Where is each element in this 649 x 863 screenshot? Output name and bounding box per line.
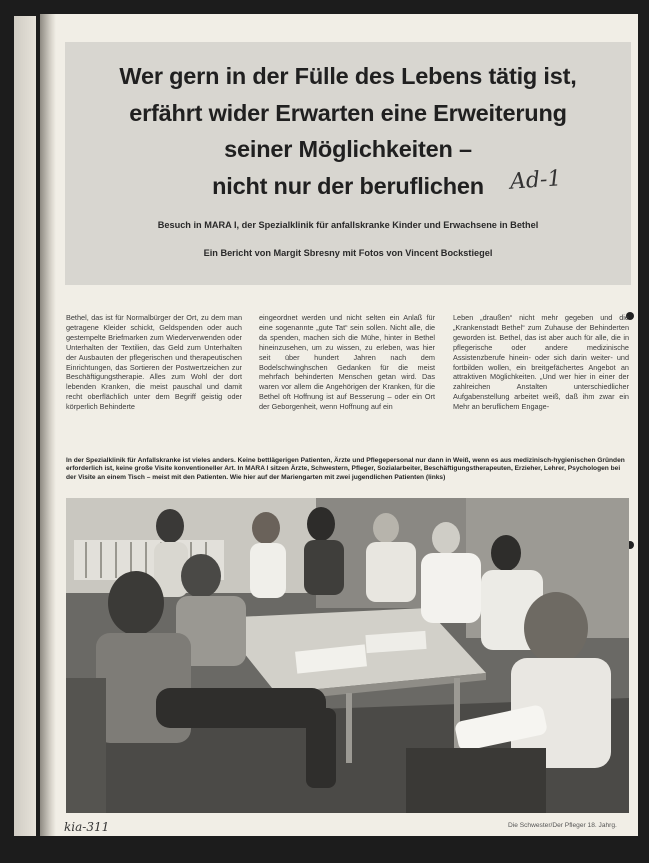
adjacent-page-edge xyxy=(14,16,36,836)
photo-caption: In der Spezialklinik für Anfallskranke ist vieles anders. Keine bettlägerigen Patienten, Ärzte und Pflegepersonal nur dann in Weiß, wenn es aus medizinisch-hygienischen Gründen erforderlich ist, keine große Visite konventioneller Art. In MARA I sitzen Ärzte, Schwestern, Pfleger, Sozialarbeiter, Beschäftigungstherapeuten, Erzieher, Lehrer, Psychologen bei der Visite an einem Tisch – meist mit den Patienten. Wie hier auf der Mariengarten mit zwei jugendlichen Patienten (links) xyxy=(66,457,625,481)
body-column-3: Leben „draußen“ nicht mehr gegeben und die „Krankenstadt Bethel“ zum Zuhause der Behinderten geworden ist. Bethel, das ist aber auch für alle, die in pflegerische oder andere medizinische Assistenzberufe hinein- oder sich darin weiter- und fortbilden wollen, ein breitgefächertes Angebot an attraktiven Möglichkeiten. „Und wer hier in einer der zahlreichen Anstalten unterschiedlicher Aufgabenstellung arbeitet weiß, daß ihm zwar ein Mehr an beruflichem Engage- xyxy=(453,313,629,412)
headline-line: Wer gern in der Fülle des Lebens tätig ist, xyxy=(119,63,577,89)
byline: Ein Bericht von Margit Sbresny mit Fotos von Vincent Bockstiegel xyxy=(203,248,493,258)
subline: Besuch in MARA I, der Spezialklinik für anfallskranke Kinder und Erwachsene in Bethel xyxy=(157,220,539,230)
page-binding-shadow xyxy=(40,14,56,836)
body-column-1: Bethel, das ist für Normalbürger der Ort, zu dem man getragene Kleider schickt, Geldspenden oder auch gestempelte Briefmarken zum Wiederverwenden oder Unterhalten der Textilien, das Geld zum Unterhalten der Ausbauten der pflegerischen und therapeutischen Einrichtungen, das Sortieren der Postwertzeichen zur Beschäftigungstherapie. Alles zum Wohl der dort lebenden Kranken, die meist pauschal und damit recht oberflächlich unter dem Begriff geistig oder körperlich Behinderte xyxy=(66,313,242,412)
headline-line: nicht nur der beruflichen xyxy=(212,172,484,199)
headline-line: seiner Möglichkeiten – xyxy=(224,136,472,162)
photo-illustration xyxy=(66,498,629,813)
body-column-2: eingeordnet werden und nicht selten ein Anlaß für eine sogenannte „gute Tat“ sein sollen. Nicht alle, die da spenden, machen sich die Mühe, hinter in Bethel hineinzusehen, um zu wissen, zu erleben, was hier seit über hundert Jahren nach dem Bodelschwinghschen Gedanken für die meist mehrfach behinderten Menschen getan wird. Das waren vor allem die Angehörigen der Kranken, für die Bethel oft Hoffnung ist auf Besserung – oder ein Ort der Geborgenheit, wenn Hoffnung auf ein xyxy=(259,313,435,412)
article-body xyxy=(66,313,629,431)
footer-handwritten-note: kia-311 xyxy=(64,820,110,834)
footer-publication: Die Schwester/Der Pfleger 18. Jahrg. xyxy=(508,822,617,829)
headline-line: erfährt wider Erwarten eine Erweiterung xyxy=(129,99,567,126)
meeting-photo xyxy=(66,498,629,813)
handwritten-note: Ad-1 xyxy=(509,166,563,195)
